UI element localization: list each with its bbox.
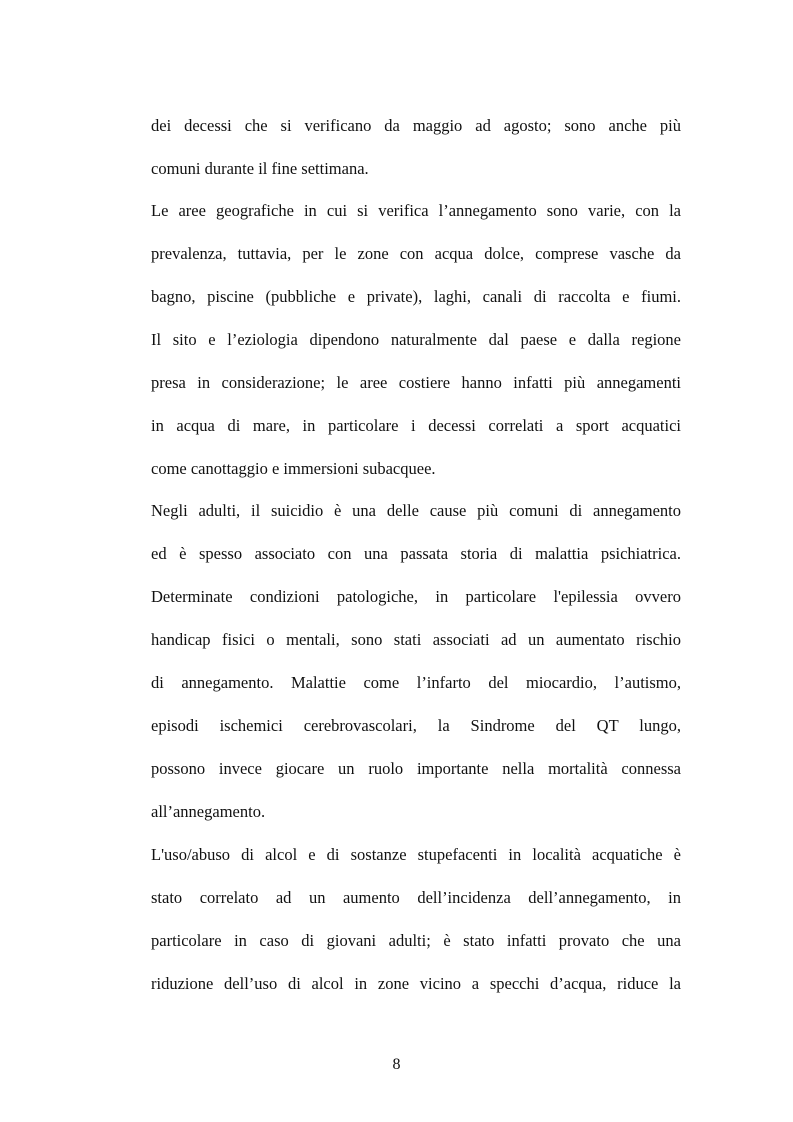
text-line: in acqua di mare, in particolare i decessi correlati a sport acquatici <box>151 416 681 435</box>
text-line: stato correlato ad un aumento dell’incidenza dell’annegamento, in <box>151 888 681 907</box>
text-line: come canottaggio e immersioni subacquee. <box>151 459 436 478</box>
text-line: bagno, piscine (pubbliche e private), laghi, canali di raccolta e fiumi. <box>151 287 681 306</box>
text-line: handicap fisici o mentali, sono stati associati ad un aumentato rischio <box>151 630 681 649</box>
text-line: dei decessi che si verificano da maggio ad agosto; sono anche più <box>151 116 681 135</box>
text-line: prevalenza, tuttavia, per le zone con acqua dolce, comprese vasche da <box>151 244 681 263</box>
text-line: Determinate condizioni patologiche, in particolare l'epilessia ovvero <box>151 587 681 606</box>
text-line: possono invece giocare un ruolo importante nella mortalità connessa <box>151 759 681 778</box>
text-line: L'uso/abuso di alcol e di sostanze stupefacenti in località acquatiche è <box>151 845 681 864</box>
text-line: ed è spesso associato con una passata storia di malattia psichiatrica. <box>151 544 681 563</box>
page-number: 8 <box>392 1056 401 1073</box>
text-line: di annegamento. Malattie come l’infarto del miocardio, l’autismo, <box>151 673 681 692</box>
text-line: Il sito e l’eziologia dipendono naturalmente dal paese e dalla regione <box>151 330 681 349</box>
text-line: Le aree geografiche in cui si verifica l’annegamento sono varie, con la <box>151 201 681 220</box>
text-line: Negli adulti, il suicidio è una delle cause più comuni di annegamento <box>151 501 681 520</box>
text-line: riduzione dell’uso di alcol in zone vicino a specchi d’acqua, riduce la <box>151 974 681 993</box>
text-line: particolare in caso di giovani adulti; è stato infatti provato che una <box>151 931 681 950</box>
text-line: comuni durante il fine settimana. <box>151 159 369 178</box>
text-line: presa in considerazione; le aree costiere hanno infatti più annegamenti <box>151 373 681 392</box>
text-line: all’annegamento. <box>151 802 266 821</box>
text-line: episodi ischemici cerebrovascolari, la Sindrome del QT lungo, <box>151 716 681 735</box>
